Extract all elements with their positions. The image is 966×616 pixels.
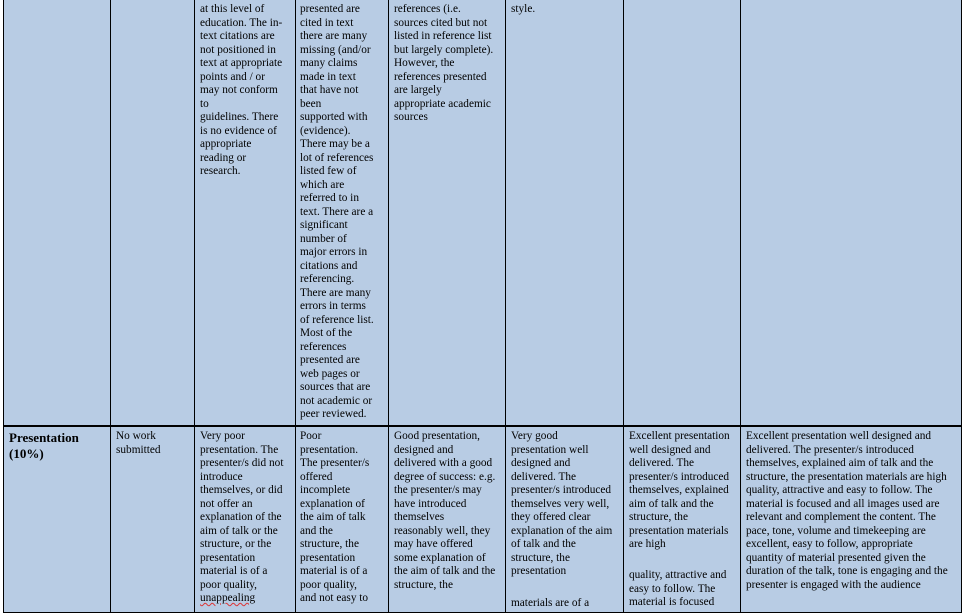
presentation-cell-2 [111,427,194,613]
top-row-text-5: references (i.e. sources cited but not listed in reference list but largely complete). However, the references presented are largely appropriate academic sources [394,3,494,123]
top-row-cell-3 [195,0,295,425]
column-divider-6 [623,0,624,613]
column-divider-4 [388,0,389,613]
top-row-text-3: at this level of education. The in- text citations are not positioned in text at appropriate points and / or may not conform to guidelines. There is no evidence of appropriate reading or research. [200,3,283,177]
top-row-text-4: presented are cited in text there are many missing (and/or many claims made in text that have not been supported with (evidence). There may be a lot of references listed few of which are referred to in text. There are a significant number of major errors in citations and referencing. There are many errors in terms of reference list. Most of the references presented are web pages or sources that are not academic or peer reviewed. [300,3,374,420]
presentation-text-6a: Very good presentation well designed and delivered. The presenter/s introduced themselves very well, they offered clear explanation of the aim of talk and the structure, the presentation [511,430,613,577]
table-border-left [3,0,4,613]
presentation-cell-8 [741,427,961,613]
row-divider-top [3,425,962,427]
presentation-cell-6 [506,427,623,613]
top-row-text-6: style. [511,3,536,15]
column-divider-2 [194,0,195,613]
table-border-bottom [3,612,962,613]
presentation-text-3-main: Very poor presentation. The presenter/s did not introduce themselves, or did not offer an explanation of the aim of talk or the structure, or the presentation material is of a poor quality, [200,430,284,591]
top-row-cell-1 [4,0,110,425]
presentation-text-5: Good presentation, designed and delivered with a good degree of success: e.g. the presenter/s may have introduced themselves reasonably well, they may have offered some explanation of the aim of talk and the structure, the [394,430,496,591]
presentation-text-2: No work submitted [116,430,161,456]
presentation-cell-5 [389,427,505,613]
top-row-cell-2 [111,0,194,425]
top-row-cell-7 [624,0,740,425]
presentation-text-7a: Excellent presentation well designed and delivered. The presenter/s introduced themselves, explained aim of talk and the structure, the presentation materials are high [629,430,730,550]
top-row-cell-6 [506,0,623,425]
column-divider-5 [505,0,506,613]
column-divider-7 [740,0,741,613]
criterion-cell [4,427,110,613]
presentation-text-7b: quality, attractive and easy to follow. The material is focused [629,569,727,608]
top-row-cell-4 [296,0,388,425]
column-divider-1 [110,0,111,613]
presentation-text-3 [200,430,294,606]
presentation-text-4: Poor presentation. The presenter/s offered incomplete explanation of the aim of talk and the structure, the presentation material is of a poor quality, and not easy to [300,430,370,604]
presentation-text-3-last: unappealing [200,592,256,604]
presentation-text-8: Excellent presentation well designed and delivered. The presenter/s introduced themselves, explained aim of talk and the structure, the presentation materials are high quality, attractive and easy to follow. The material is focused and all images used are relevant and complement the content. The pace, tone, volume and timekeeping are excellent, easy to follow, appropriate quantity of material presented given the duration of the talk, tone is engaging and the presenter is engaged with the audience [746,430,948,591]
column-divider-3 [295,0,296,613]
presentation-cell-4 [296,427,388,613]
presentation-cell-7 [624,427,740,613]
criterion-label: Presentation (10%) [9,430,79,461]
top-row-cell-5 [389,0,505,425]
presentation-text-6b: materials are of a [511,597,590,609]
top-row-cell-8 [741,0,961,425]
presentation-cell-3 [195,427,295,613]
table-border-right [961,0,962,613]
